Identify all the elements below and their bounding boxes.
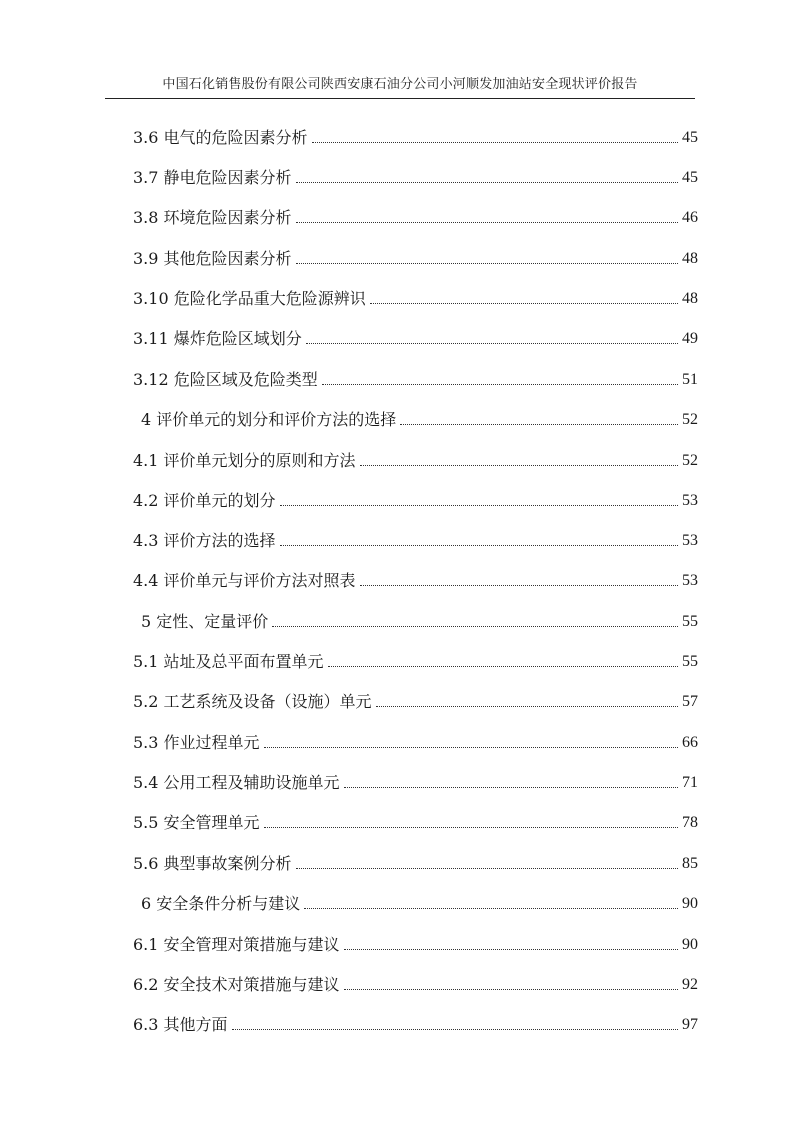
toc-entry-3-7[interactable] xyxy=(133,164,698,188)
toc-entry-page: 92 xyxy=(682,976,698,993)
toc-dot-leader xyxy=(344,989,678,990)
toc-entry-4-3[interactable] xyxy=(133,527,698,551)
toc-dot-leader xyxy=(400,424,678,425)
toc-entry-page: 57 xyxy=(682,693,698,710)
toc-entry-3-8[interactable] xyxy=(133,204,698,228)
toc-entry-5-1[interactable] xyxy=(133,648,698,672)
toc-entry-3-11[interactable] xyxy=(133,325,698,349)
toc-entry-title: 6.1 安全管理对策措施与建议 xyxy=(133,935,340,954)
toc-entry-page: 53 xyxy=(682,572,698,589)
toc-entry-page: 55 xyxy=(682,613,698,630)
toc-dot-leader xyxy=(370,303,678,304)
toc-entry-5-4[interactable] xyxy=(133,769,698,793)
toc-entry-title: 3.8 环境危险因素分析 xyxy=(133,208,292,227)
toc-entry-page: 66 xyxy=(682,734,698,751)
toc-entry-title: 4.3 评价方法的选择 xyxy=(133,531,276,550)
toc-entry-page: 53 xyxy=(682,492,698,509)
toc-entry-4-2[interactable] xyxy=(133,487,698,511)
toc-entry-title: 4.1 评价单元划分的原则和方法 xyxy=(133,451,356,470)
toc-entry-title: 3.7 静电危险因素分析 xyxy=(133,168,292,187)
toc-entry-title: 6.2 安全技术对策措施与建议 xyxy=(133,975,340,994)
report-title: 中国石化销售股份有限公司陕西安康石油分公司小河顺发加油站安全现状评价报告 xyxy=(162,77,638,92)
toc-entry-page: 48 xyxy=(682,290,698,307)
toc-dot-leader xyxy=(306,343,678,344)
toc-entry-title: 5.1 站址及总平面布置单元 xyxy=(133,652,324,671)
toc-dot-leader xyxy=(344,949,678,950)
toc-entry-3-12[interactable] xyxy=(133,366,698,390)
toc-dot-leader xyxy=(328,666,678,667)
toc-entry-3-6[interactable] xyxy=(133,124,698,148)
toc-entry-title: 5.3 作业过程单元 xyxy=(133,733,260,752)
toc-entry-title: 5 定性、定量评价 xyxy=(141,612,269,631)
toc-entry-page: 51 xyxy=(682,371,698,388)
toc-dot-leader xyxy=(360,465,678,466)
toc-entry-title: 6.3 其他方面 xyxy=(133,1015,228,1034)
toc-entry-6[interactable] xyxy=(141,890,698,914)
toc-entry-title: 5.2 工艺系统及设备（设施）单元 xyxy=(133,692,372,711)
toc-entry-page: 45 xyxy=(682,169,698,186)
toc-entry-page: 97 xyxy=(682,1016,698,1033)
toc-entry-5-2[interactable] xyxy=(133,688,698,712)
toc-entry-title: 3.6 电气的危险因素分析 xyxy=(133,128,308,147)
toc-entry-4-4[interactable] xyxy=(133,567,698,591)
toc-dot-leader xyxy=(360,585,678,586)
toc-entry-title: 3.10 危险化学品重大危险源辨识 xyxy=(133,289,366,308)
toc-dot-leader xyxy=(280,505,678,506)
toc-entry-title: 3.9 其他危险因素分析 xyxy=(133,249,292,268)
toc-entry-page: 52 xyxy=(682,411,698,428)
toc-dot-leader xyxy=(304,908,678,909)
toc-entry-page: 55 xyxy=(682,653,698,670)
toc-entry-3-10[interactable] xyxy=(133,285,698,309)
toc-entry-page: 85 xyxy=(682,855,698,872)
toc-dot-leader xyxy=(322,384,678,385)
toc-entry-page: 49 xyxy=(682,330,698,347)
toc-entry-page: 53 xyxy=(682,532,698,549)
toc-entry-title: 5.6 典型事故案例分析 xyxy=(133,854,292,873)
toc-entry-page: 90 xyxy=(682,936,698,953)
toc-entry-page: 71 xyxy=(682,774,698,791)
toc-dot-leader xyxy=(296,263,678,264)
toc-entry-5-5[interactable] xyxy=(133,809,698,833)
toc-entry-title: 5.4 公用工程及辅助设施单元 xyxy=(133,773,340,792)
toc-entry-title: 4.2 评价单元的划分 xyxy=(133,491,276,510)
toc-entry-6-1[interactable] xyxy=(133,931,698,955)
toc-dot-leader xyxy=(296,222,678,223)
toc-entry-4-1[interactable] xyxy=(133,447,698,471)
toc-entry-6-3[interactable] xyxy=(133,1011,698,1035)
toc-entry-page: 90 xyxy=(682,895,698,912)
toc-entry-page: 78 xyxy=(682,814,698,831)
toc-entry-title: 4.4 评价单元与评价方法对照表 xyxy=(133,571,356,590)
toc-dot-leader xyxy=(264,747,678,748)
toc-entry-title: 3.11 爆炸危险区域划分 xyxy=(133,329,302,348)
toc-dot-leader xyxy=(272,626,678,627)
toc-entry-4[interactable] xyxy=(141,406,698,430)
toc-dot-leader xyxy=(296,868,678,869)
toc-entry-6-2[interactable] xyxy=(133,971,698,995)
toc-dot-leader xyxy=(232,1029,678,1030)
toc-entry-5-3[interactable] xyxy=(133,729,698,753)
toc-entry-title: 6 安全条件分析与建议 xyxy=(141,894,301,913)
toc-dot-leader xyxy=(376,706,678,707)
toc-entry-page: 46 xyxy=(682,209,698,226)
toc-entry-3-9[interactable] xyxy=(133,245,698,269)
toc-entry-page: 52 xyxy=(682,452,698,469)
toc-entry-5-6[interactable] xyxy=(133,850,698,874)
toc-entry-title: 5.5 安全管理单元 xyxy=(133,813,260,832)
toc-dot-leader xyxy=(280,545,678,546)
toc-entry-5[interactable] xyxy=(141,608,698,632)
toc-dot-leader xyxy=(264,827,678,828)
toc-entry-title: 3.12 危险区域及危险类型 xyxy=(133,370,318,389)
toc-dot-leader xyxy=(296,182,678,183)
toc-entry-title: 4 评价单元的划分和评价方法的选择 xyxy=(141,410,397,429)
toc-entry-page: 48 xyxy=(682,250,698,267)
toc-dot-leader xyxy=(312,142,678,143)
toc-dot-leader xyxy=(344,787,678,788)
toc-entry-page: 45 xyxy=(682,129,698,146)
